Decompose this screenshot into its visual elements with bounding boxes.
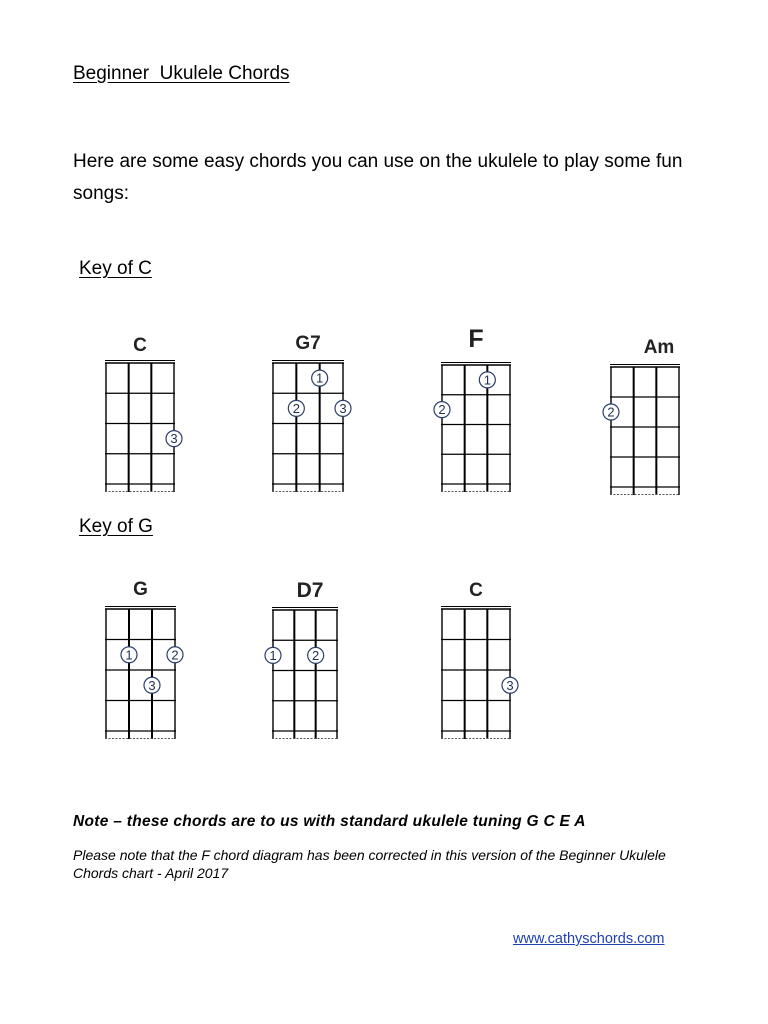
- page-title: Beginner Ukulele Chords: [73, 63, 290, 84]
- finger-marker: [308, 647, 324, 663]
- finger-marker: [288, 400, 304, 416]
- correction-note: Please note that the F chord diagram has been corrected in this version of the Beginner Ukulele Chords chart - April 2017: [73, 847, 666, 881]
- finger-marker: [166, 431, 182, 447]
- fretboard-grid: [607, 364, 680, 495]
- finger-number: 2: [171, 647, 179, 663]
- finger-number: 2: [292, 400, 300, 416]
- finger-marker: [265, 647, 281, 663]
- finger-number: 3: [170, 431, 178, 447]
- finger-marker: [479, 372, 495, 388]
- fretboard-grid: [105, 360, 178, 492]
- chord-name: G7: [295, 333, 321, 354]
- fretboard-grid: [272, 360, 347, 492]
- fretboard-grid: [441, 606, 514, 739]
- chord-name: C: [469, 580, 483, 601]
- finger-number: 2: [438, 402, 446, 418]
- finger-number: 3: [339, 400, 347, 416]
- fretboard-grid: [269, 607, 338, 739]
- key-heading-c: Key of C: [79, 258, 152, 279]
- finger-marker: [312, 370, 328, 386]
- finger-number: 2: [312, 647, 320, 663]
- finger-marker: [603, 404, 619, 420]
- chord-name: G: [133, 579, 148, 600]
- finger-marker: [167, 647, 183, 663]
- intro-paragraph: Here are some easy chords you can use on the ukulele to play some fun songs:: [73, 151, 683, 204]
- finger-number: 2: [607, 404, 615, 420]
- finger-number: 1: [316, 370, 324, 386]
- finger-marker: [121, 647, 137, 663]
- chord-name: D7: [296, 579, 324, 602]
- tuning-note: Note – these chords are to us with standard ukulele tuning G C E A: [73, 813, 586, 830]
- finger-marker: [335, 400, 351, 416]
- fretboard-grid: [105, 606, 179, 739]
- chord-name: Am: [643, 337, 675, 358]
- finger-marker: [434, 402, 450, 418]
- finger-marker: [144, 677, 160, 693]
- finger-number: 1: [483, 372, 491, 388]
- finger-number: 3: [506, 677, 514, 693]
- website-link[interactable]: www.cathyschords.com: [513, 931, 665, 947]
- finger-marker: [502, 677, 518, 693]
- chord-name: C: [133, 335, 147, 356]
- fretboard-grid: [438, 362, 511, 492]
- finger-number: 1: [269, 647, 277, 663]
- key-heading-g: Key of G: [79, 516, 153, 537]
- finger-number: 3: [148, 677, 156, 693]
- chord-name: F: [468, 325, 484, 353]
- finger-number: 1: [125, 647, 133, 663]
